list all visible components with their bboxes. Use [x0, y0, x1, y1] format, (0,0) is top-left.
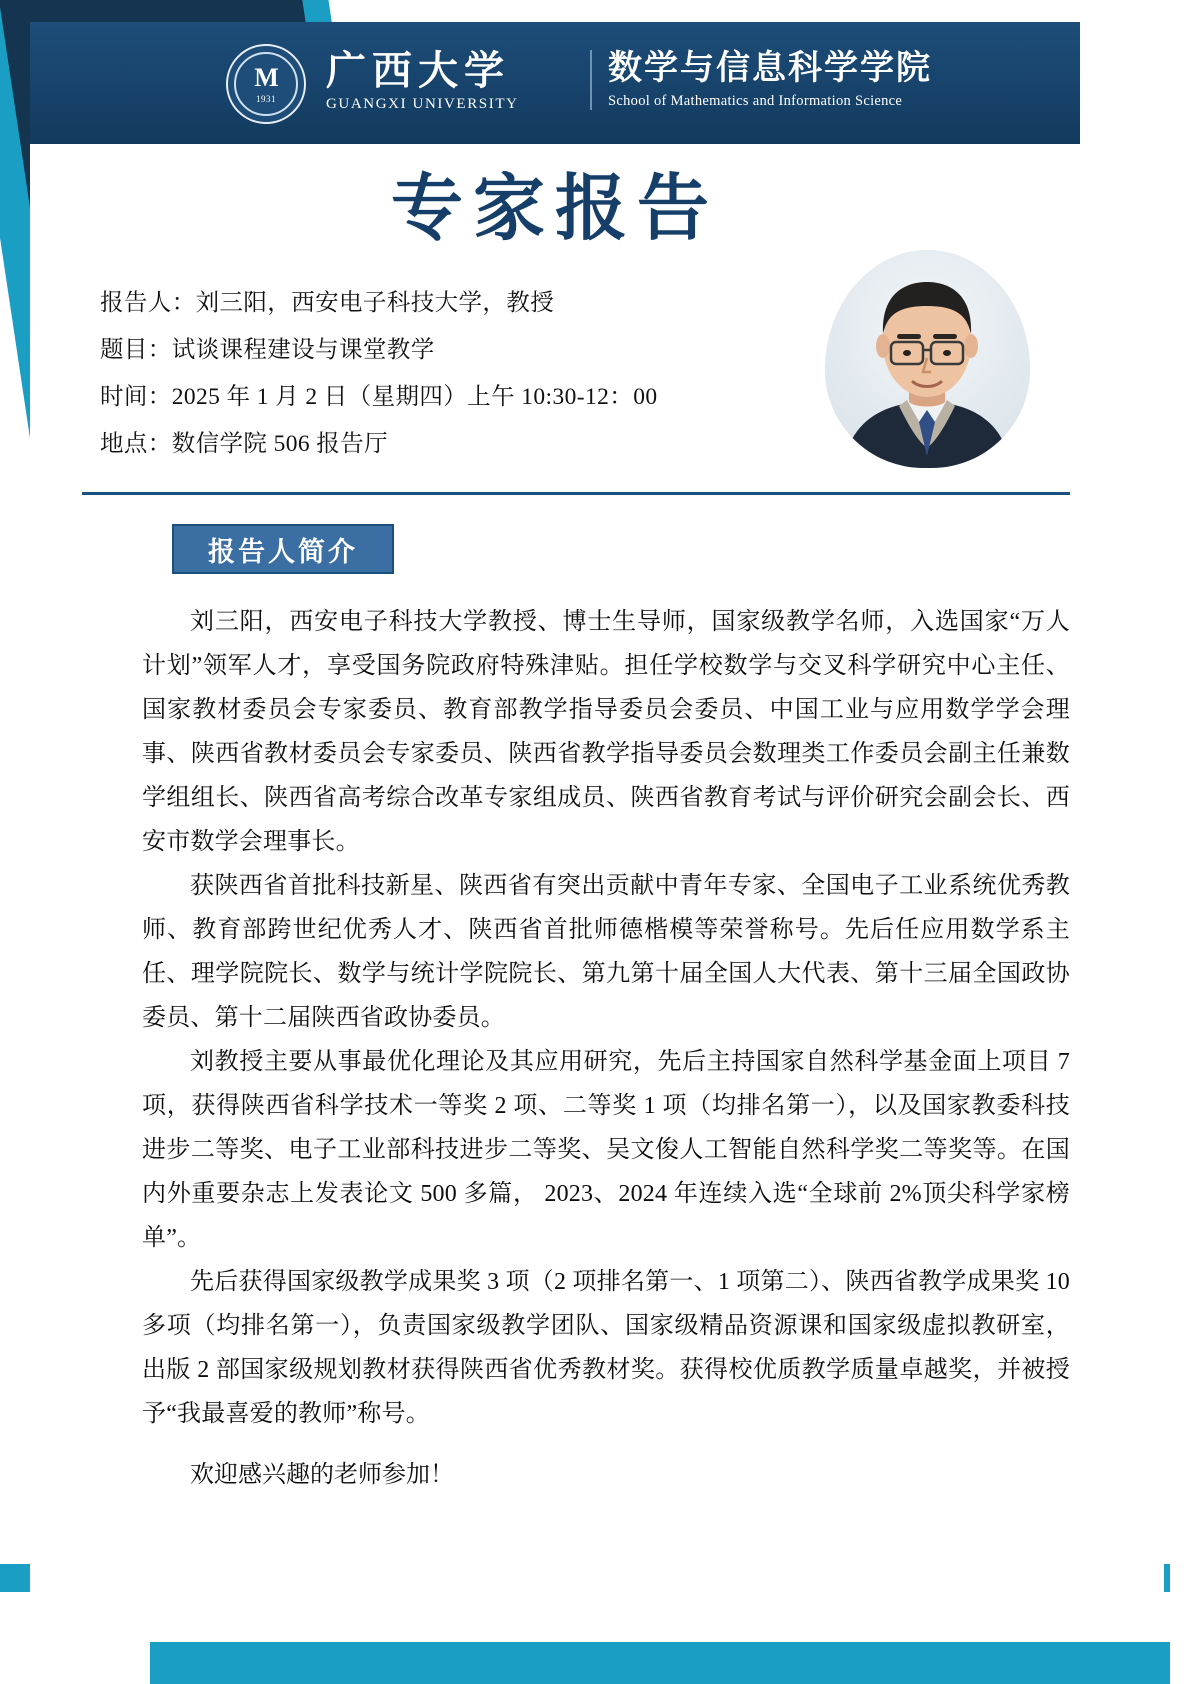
logo-emblem-icon [234, 52, 298, 116]
school-name-en: School of Mathematics and Information Science [608, 93, 903, 110]
school-name-cn: 数学与信息科学学院 [608, 50, 932, 87]
school-name-block [590, 50, 932, 110]
logo-letter: M [254, 62, 278, 92]
info-speaker: 报告人：刘三阳，西安电子科技大学，教授 [100, 290, 555, 316]
university-logo [226, 44, 306, 124]
university-name-en: GUANGXI UNIVERSITY [326, 96, 519, 112]
section-divider [82, 492, 1070, 495]
bottom-teal-strip [150, 1642, 1196, 1684]
event-info [100, 280, 820, 468]
poster-page [30, 22, 1164, 1622]
section-tag-bio: 报告人简介 [172, 524, 394, 574]
right-white-edge [1170, 0, 1196, 1684]
closing-note: 欢迎感兴趣的老师参加！ [190, 1462, 454, 1488]
page-title: 专家报告 [390, 169, 719, 249]
university-name-cn: 广西大学 [326, 48, 510, 93]
info-place: 地点：数信学院 506 报告厅 [100, 431, 388, 457]
logo-year: 1931 [256, 93, 276, 104]
info-topic: 题目：试谈课程建设与课堂教学 [100, 337, 435, 363]
bio-paragraph-1: 刘三阳，西安电子科技大学教授、博士生导师，国家级教学名师，入选国家“万人计划”领军人才，享受国务院政府特殊津贴。担任学校数学与交叉科学研究中心主任、国家教材委员会专家委员、教育部教学指导委员会委员、中国工业与应用数学学会理事、陕西省教材委员会专家委员、陕西省教学指导委员会数理类工作委员会副主任兼数学组组长、陕西省高考综合改革专家组成员、陕西省教育考试与评价研究会副会长、西安市数学会理事长。 [142, 609, 1070, 855]
speaker-portrait [825, 250, 1030, 468]
bio-paragraph-2: 获陕西省首批科技新星、陕西省有突出贡献中青年专家、全国电子工业系统优秀教师、教育部跨世纪优秀人才、陕西省首批师德楷模等荣誉称号。先后任应用数学系主任、理学院院长、数学与统计学院院长、第九第十届全国人大代表、第十三届全国政协委员、第十二届陕西省政协委员。 [142, 873, 1070, 1031]
university-name-block [326, 50, 519, 113]
info-time: 时间：2025 年 1 月 2 日（星期四）上午 10:30-12：00 [100, 384, 658, 410]
bio-paragraph-4: 先后获得国家级教学成果奖 3 项（2 项排名第一、1 项第二）、陕西省教学成果奖 10 多项（均排名第一），负责国家级教学团队、国家级精品资源课和国家级虚拟教研室，出版 2 部国家级规划教材获得陕西省优秀教材奖。获得校优质教学质量卓越奖，并被授予“我最喜爱的教师”称号。 [142, 1269, 1070, 1427]
bio-paragraph-3: 刘教授主要从事最优化理论及其应用研究，先后主持国家自然科学基金面上项目 7 项，获得陕西省科学技术一等奖 2 项、二等奖 1 项（均排名第一），以及国家教委科技进步二等奖、电子工业部科技进步二等奖、吴文俊人工智能自然科学奖二等奖等。在国内外重要杂志上发表论文 500 多篇， 2023、2024 年连续入选“全球前 2%顶尖科学家榜单”。 [142, 1049, 1070, 1251]
bio-text [142, 600, 1070, 1436]
